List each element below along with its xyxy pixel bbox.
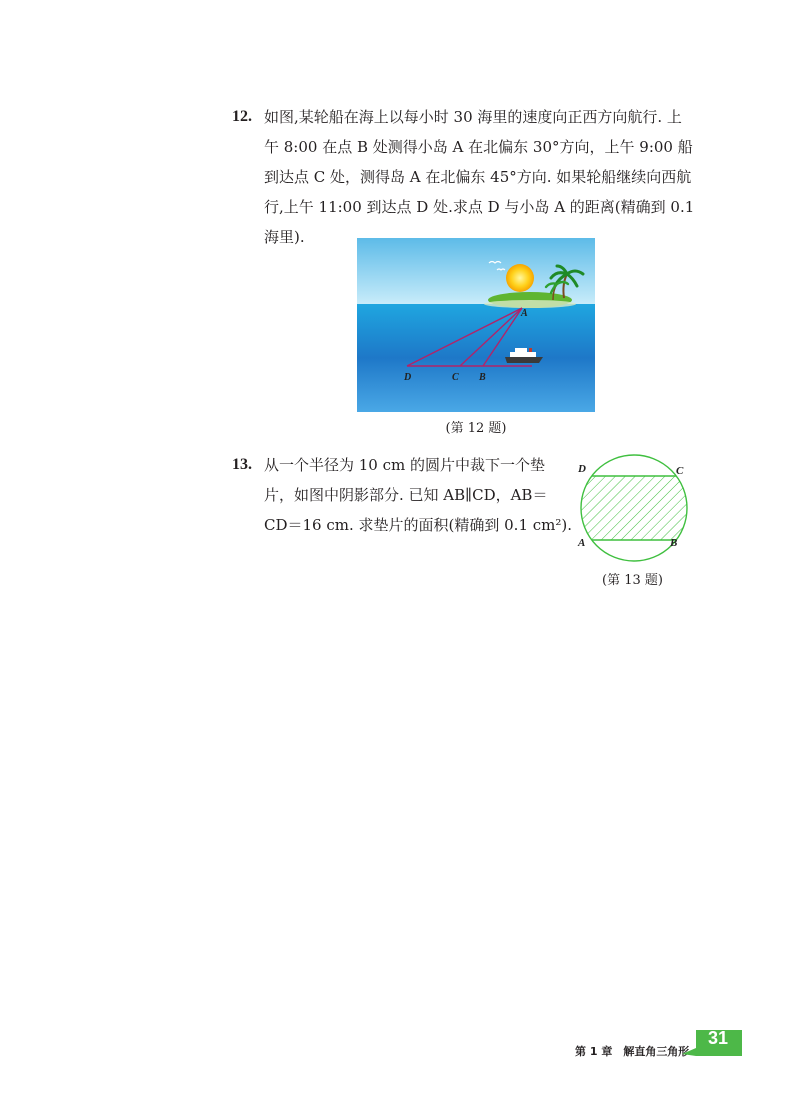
problem-12-line-2: 午 8:00 在点 B 处测得小岛 A 在北偏东 30°方向，上午 9:00 船 bbox=[264, 138, 693, 156]
problem-12-line-1: 如图,某轮船在海上以每小时 30 海里的速度向正西方向航行. 上 bbox=[264, 108, 682, 126]
page-number: 31 bbox=[707, 1028, 729, 1048]
label-B: B bbox=[670, 537, 678, 549]
problem-12-number: 12. bbox=[232, 108, 252, 125]
problem-13 bbox=[232, 450, 573, 540]
problem-12-line-3: 到达点 C 处，测得岛 A 在北偏东 45°方向. 如果轮船继续向西航 bbox=[264, 168, 692, 186]
problem-13-line-2: 片，如图中阴影部分. 已知 AB∥CD，AB＝ bbox=[264, 486, 548, 504]
shaded-gasket bbox=[570, 476, 695, 540]
figure-13-circle-diagram bbox=[570, 452, 695, 564]
problem-13-line-1: 从一个半径为 10 cm 的圆片中裁下一个垫 bbox=[264, 456, 546, 474]
problem-12-line-5: 海里). bbox=[264, 228, 305, 246]
label-A: A bbox=[578, 537, 586, 549]
sea bbox=[357, 304, 595, 412]
label-D: D bbox=[404, 372, 412, 383]
label-C: C bbox=[452, 372, 459, 383]
problem-12-line-4: 行,上午 11:00 到达点 D 处.求点 D 与小岛 A 的距离(精确到 0.1 bbox=[264, 198, 695, 216]
problem-13-number: 13. bbox=[232, 456, 252, 473]
label-D: D bbox=[578, 463, 586, 475]
problem-12 bbox=[232, 102, 702, 252]
figure-12-sea-illustration bbox=[357, 238, 595, 412]
problem-13-line-3: CD＝16 cm. 求垫片的面积(精确到 0.1 cm²). bbox=[264, 516, 573, 534]
figure-13-caption: (第 13 题) bbox=[602, 573, 663, 588]
label-A: A bbox=[521, 308, 528, 319]
chapter-label: 第 1 章 解直角三角形 bbox=[575, 1045, 690, 1058]
sun-icon bbox=[506, 264, 534, 292]
label-B: B bbox=[479, 372, 486, 383]
sky bbox=[357, 238, 595, 304]
label-C: C bbox=[676, 465, 684, 477]
figure-12-caption: (第 12 题) bbox=[445, 421, 507, 436]
